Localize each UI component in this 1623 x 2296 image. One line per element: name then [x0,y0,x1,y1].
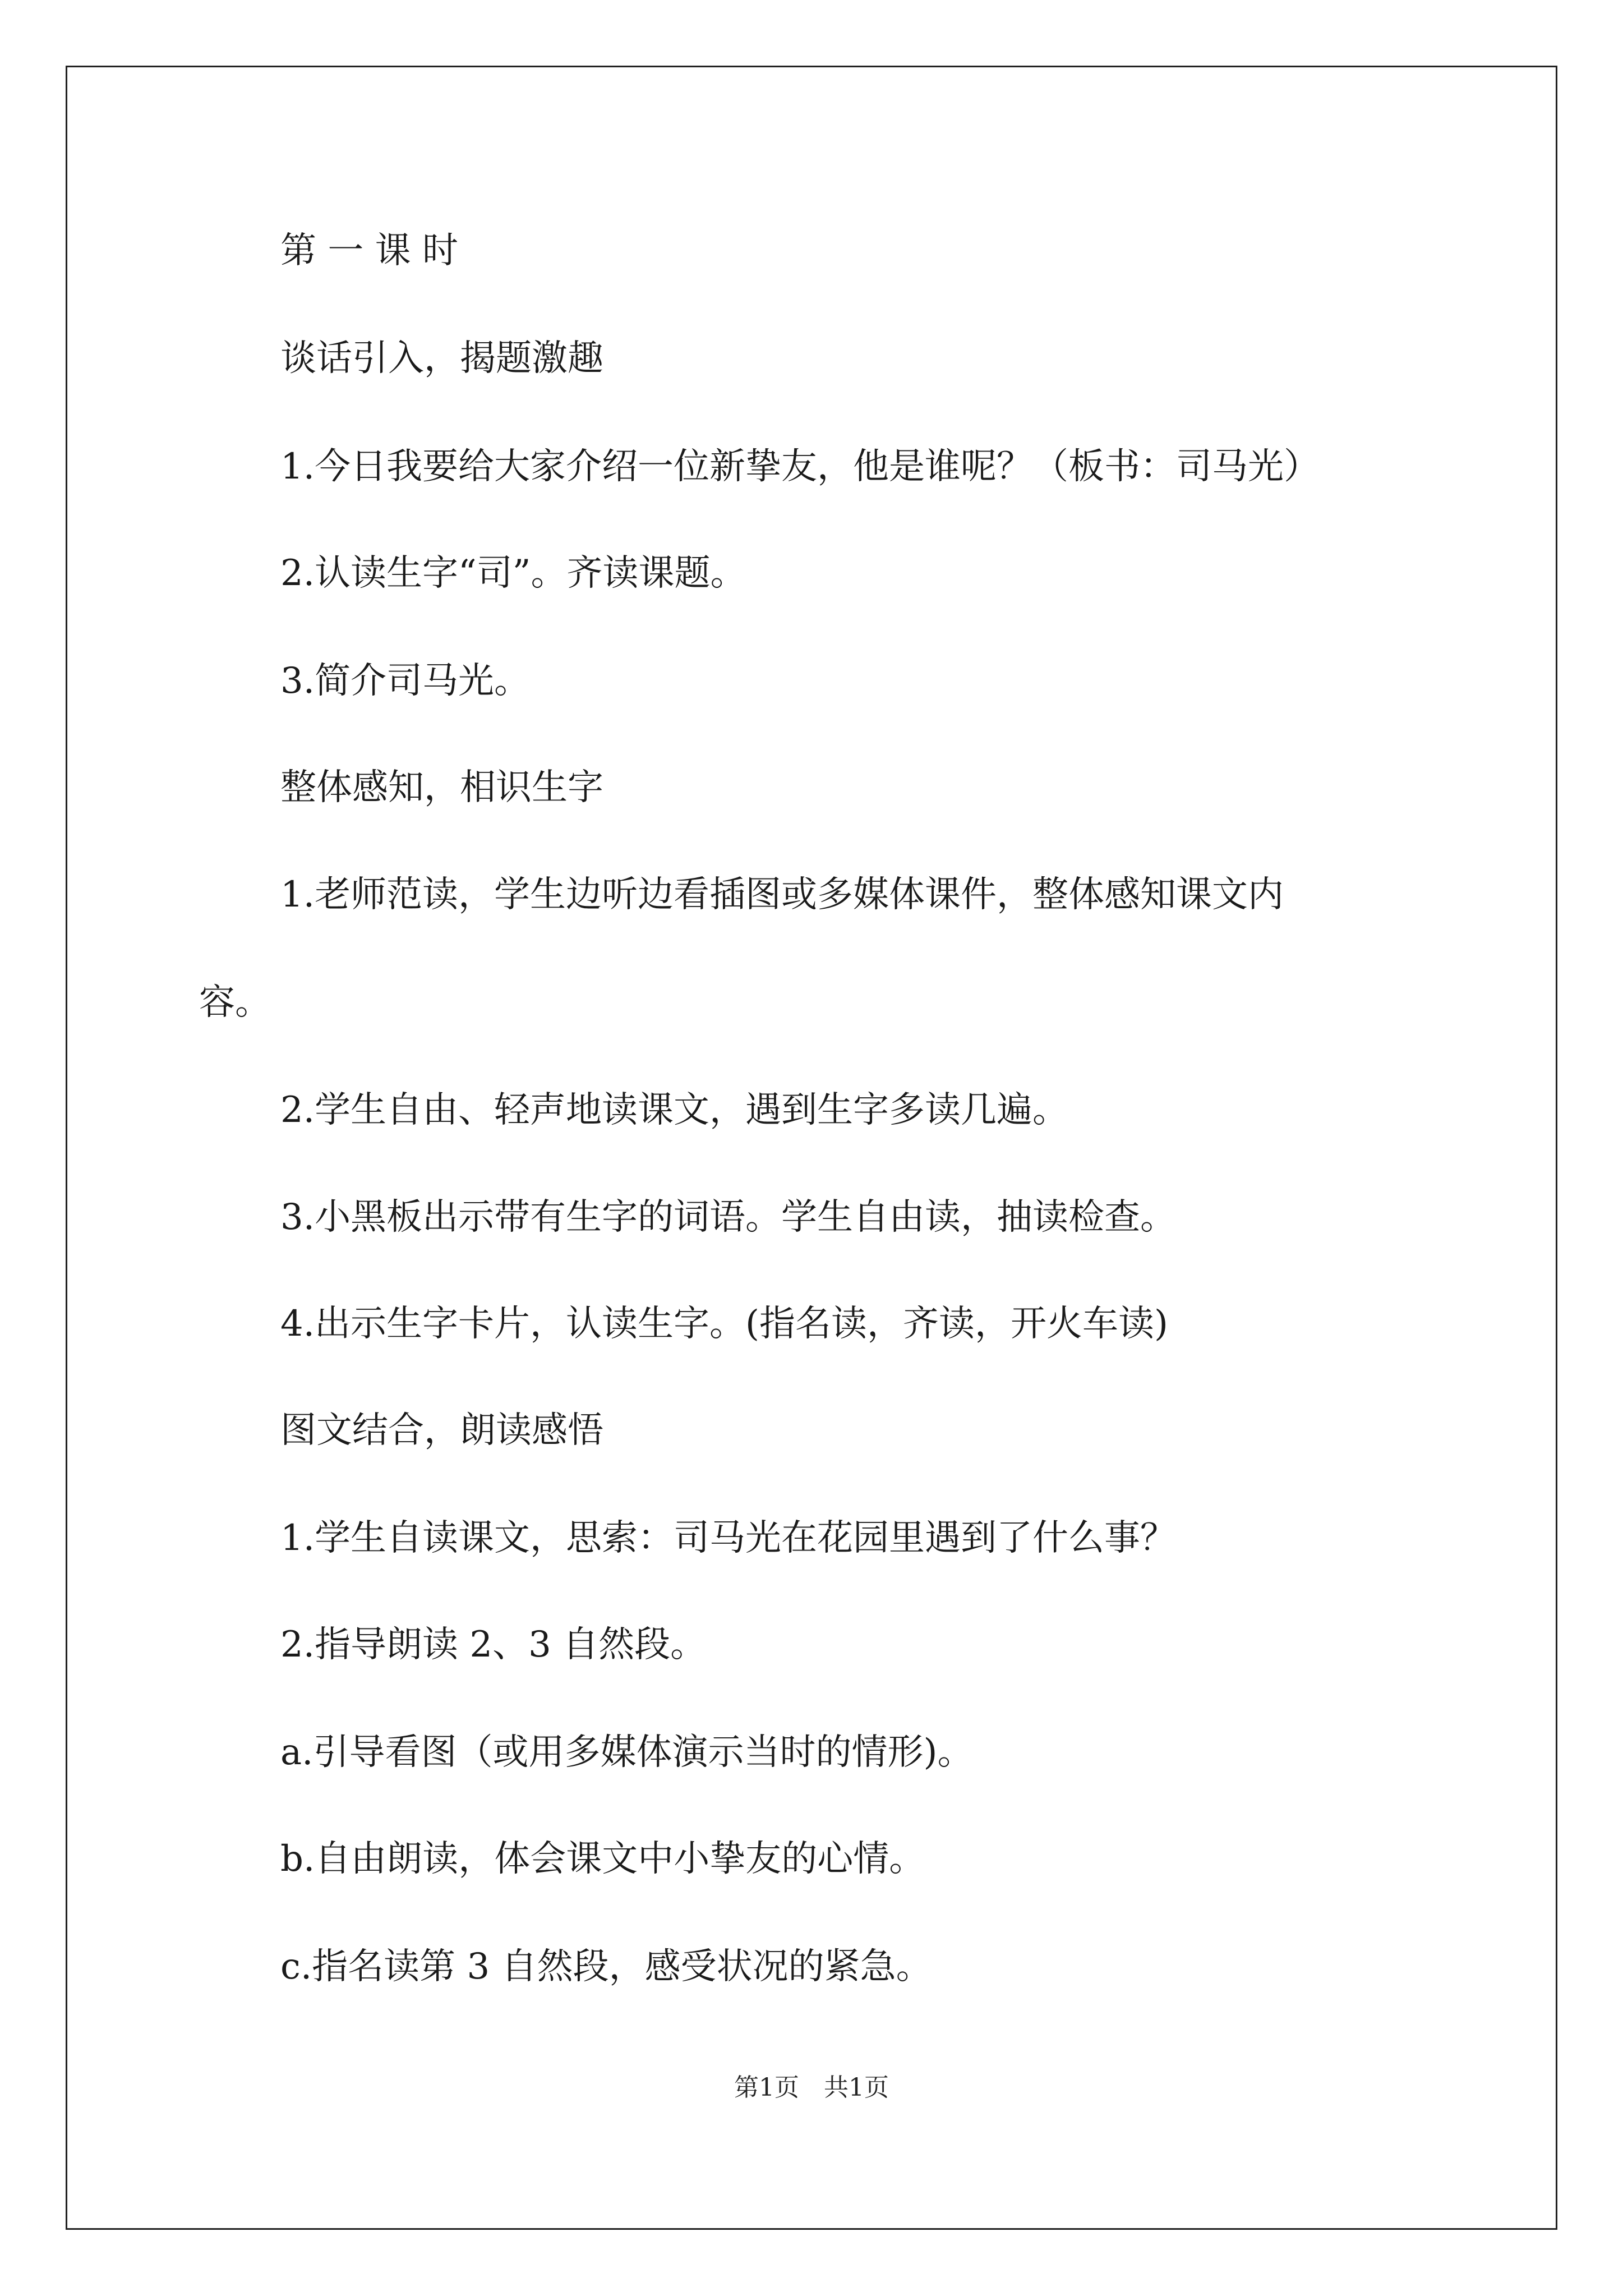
paragraph-line: 3.小黑板出示带有生字的词语。学生自由读，抽读检查。 [280,1197,1177,1238]
paragraph-line: b.自由朗读，体会课文中小挚友的心情。 [280,1838,925,1880]
paragraph-line-continuation: 容。 [199,982,271,1023]
paragraph-line: 4.出示生字卡片，认读生字。(指名读，齐读，开火车读) [280,1303,1168,1345]
paragraph-line: 1.老师范读，学生边听边看插图或多媒体课件，整体感知课文内 [280,874,1284,915]
section-heading-reading: 图文结合，朗读感悟 [280,1410,603,1451]
page-number-footer: 第1页 共1页 [734,2073,889,2102]
paragraph-line: a.引导看图（或用多媒体演示当时的情形)。 [280,1732,974,1773]
heading-lesson-one: 第 一 课 时 [280,230,459,272]
paragraph-line: c.指名读第 3 自然段，感受状况的紧急。 [280,1946,932,1987]
paragraph-line: 1.学生自读课文，思索：司马光在花园里遇到了什么事？ [280,1517,1177,1559]
page-border [66,66,1557,2230]
paragraph-line: 2.学生自由、轻声地读课文，遇到生字多读几遍。 [280,1089,1069,1131]
paragraph-line: 2.认读生字“司”。齐读课题。 [280,553,746,594]
section-heading-overview: 整体感知，相识生字 [280,767,603,808]
paragraph-line: 3.简介司马光。 [280,660,531,702]
paragraph-line: 2.指导朗读 2、3 自然段。 [280,1624,707,1665]
paragraph-line: 1.今日我要给大家介绍一位新挚友，他是谁呢？（板书：司马光） [280,446,1320,487]
section-heading-intro: 谈话引入，揭题激趣 [280,338,603,379]
